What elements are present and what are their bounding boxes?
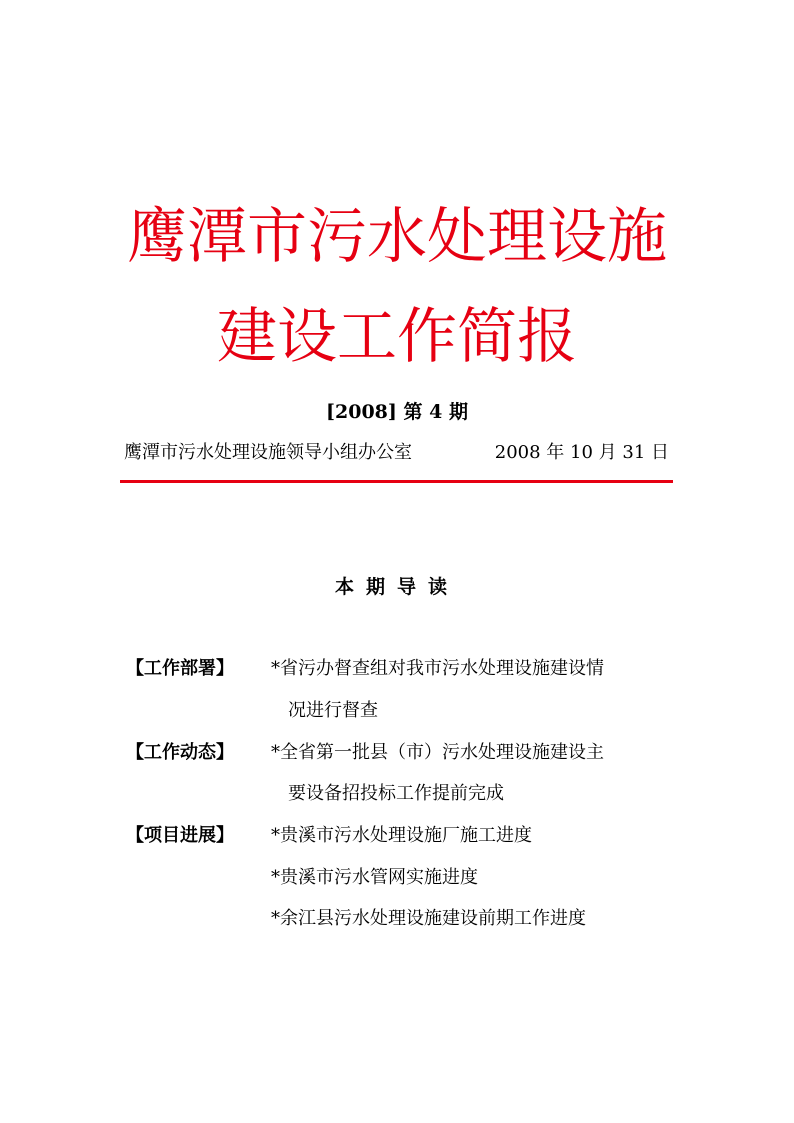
toc-section-label: 【工作动态】 — [126, 742, 234, 763]
issuing-office: 鹰潭市污水处理设施领导小组办公室 — [124, 442, 412, 463]
contents-heading: 本期导读 — [334, 576, 459, 598]
report-title-line-2: 建设工作简报 — [217, 302, 577, 372]
issue-date: 2008 年 10 月 31 日 — [494, 442, 669, 463]
issuer-line — [124, 440, 669, 466]
toc-section-label: 【项目进展】 — [126, 825, 234, 846]
toc-item: 要设备招投标工作提前完成 — [288, 783, 504, 804]
toc-item: *全省第一批县（市）污水处理设施建设主 — [271, 742, 604, 763]
issue-number — [0, 400, 794, 424]
toc-item: *贵溪市污水处理设施厂施工进度 — [271, 825, 532, 846]
toc-item: *省污办督查组对我市污水处理设施建设情 — [271, 658, 604, 679]
toc-item: *贵溪市污水管网实施进度 — [271, 867, 478, 888]
toc-item: 况进行督查 — [288, 700, 378, 721]
issue-period: 第 4 期 — [403, 401, 468, 423]
report-title-line-1: 鹰潭市污水处理设施 — [127, 202, 667, 272]
issue-year: [2008] — [326, 401, 397, 423]
red-divider-rule — [120, 480, 673, 483]
toc-section-label: 【工作部署】 — [126, 658, 234, 679]
toc-item: *余江县污水处理设施建设前期工作进度 — [271, 908, 586, 929]
